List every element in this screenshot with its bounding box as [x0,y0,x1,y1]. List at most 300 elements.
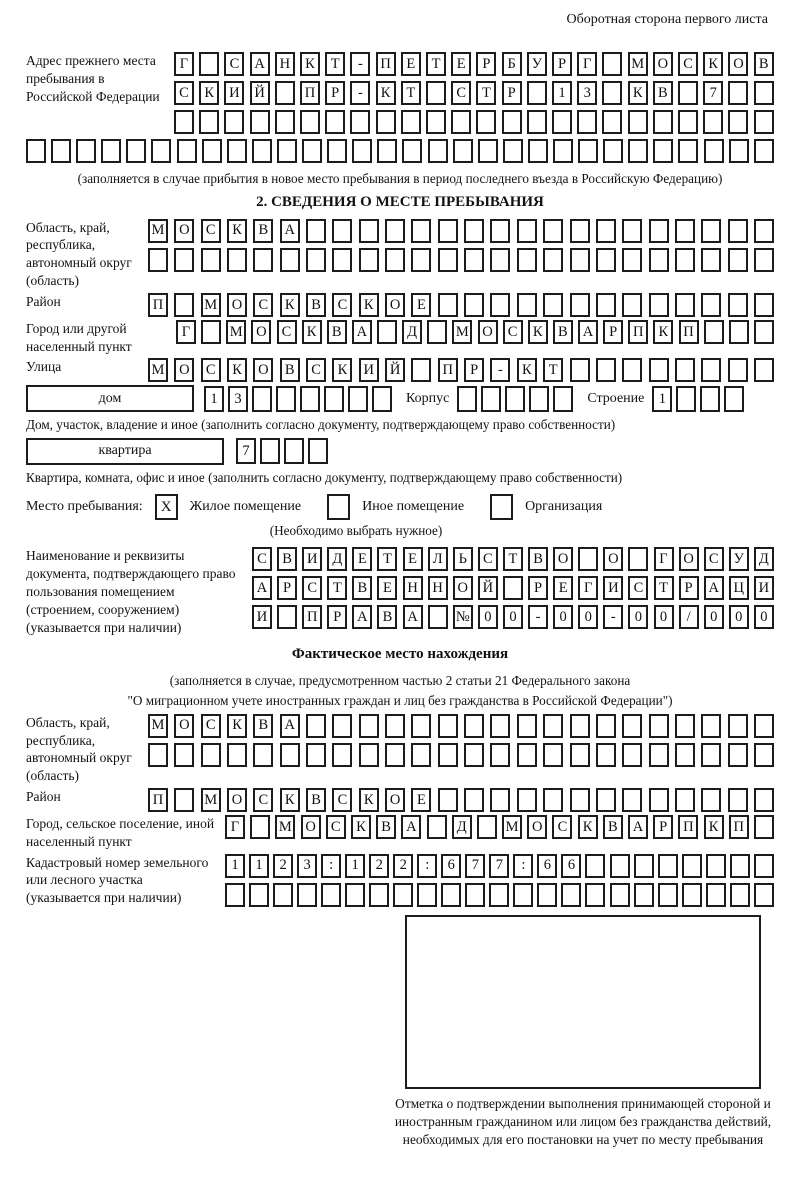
char-box[interactable]: О [453,576,473,600]
char-box[interactable] [332,714,352,738]
char-box[interactable]: Е [451,52,471,76]
char-box[interactable] [252,386,272,412]
char-box[interactable] [227,743,247,767]
char-box[interactable]: В [377,605,397,629]
char-box[interactable] [276,386,296,412]
char-box[interactable] [428,605,448,629]
char-box[interactable]: И [754,576,774,600]
char-box[interactable] [411,714,431,738]
char-box[interactable] [451,110,471,134]
char-box[interactable]: М [275,815,295,839]
char-box[interactable] [321,883,341,907]
char-box[interactable]: С [704,547,724,571]
char-box[interactable] [676,386,696,412]
char-box[interactable] [682,883,702,907]
char-box[interactable] [441,883,461,907]
char-box[interactable]: О [385,293,405,317]
char-box[interactable] [700,386,720,412]
char-box[interactable] [628,547,648,571]
char-box[interactable] [634,883,654,907]
char-box[interactable]: С [306,358,326,382]
char-box[interactable] [26,139,46,163]
char-box[interactable] [704,320,724,344]
char-box[interactable]: К [704,815,724,839]
char-box[interactable] [345,883,365,907]
char-box[interactable] [754,743,774,767]
char-box[interactable]: 0 [628,605,648,629]
char-box[interactable] [649,293,669,317]
char-box[interactable]: М [452,320,472,344]
char-box[interactable] [675,714,695,738]
char-box[interactable]: А [250,52,270,76]
char-box[interactable]: 1 [345,854,365,878]
char-box[interactable]: О [478,320,498,344]
char-box[interactable] [348,386,368,412]
char-box[interactable] [728,358,748,382]
char-box[interactable] [199,52,219,76]
char-box[interactable] [602,81,622,105]
char-box[interactable] [570,743,590,767]
char-box[interactable]: 6 [537,854,557,878]
char-box[interactable]: Т [377,547,397,571]
char-box[interactable]: Р [277,576,297,600]
char-box[interactable] [464,788,484,812]
char-box[interactable] [201,743,221,767]
char-box[interactable] [502,110,522,134]
char-box[interactable]: С [552,815,572,839]
char-box[interactable] [754,815,774,839]
char-box[interactable]: А [252,576,272,600]
char-box[interactable] [148,743,168,767]
char-box[interactable]: Й [478,576,498,600]
char-box[interactable]: О [251,320,271,344]
char-box[interactable]: 7 [465,854,485,878]
char-box[interactable]: В [528,547,548,571]
char-box[interactable]: Т [543,358,563,382]
char-box[interactable] [528,139,548,163]
char-box[interactable] [517,743,537,767]
char-box[interactable]: О [174,714,194,738]
char-box[interactable] [249,883,269,907]
char-box[interactable]: О [174,219,194,243]
char-box[interactable]: П [679,320,699,344]
char-box[interactable] [543,743,563,767]
char-box[interactable] [177,139,197,163]
char-box[interactable] [513,883,533,907]
char-box[interactable] [174,743,194,767]
char-box[interactable] [754,293,774,317]
char-box[interactable] [464,293,484,317]
char-box[interactable] [359,714,379,738]
char-box[interactable]: Б [502,52,522,76]
char-box[interactable] [622,743,642,767]
char-box[interactable] [306,743,326,767]
char-box[interactable]: А [352,320,372,344]
char-box[interactable]: 2 [273,854,293,878]
char-box[interactable]: Т [327,576,347,600]
char-box[interactable] [729,139,749,163]
char-box[interactable]: С [201,219,221,243]
char-box[interactable] [275,81,295,105]
char-box[interactable]: 0 [503,605,523,629]
char-box[interactable] [411,219,431,243]
char-box[interactable] [610,883,630,907]
char-box[interactable]: А [280,714,300,738]
char-box[interactable]: - [350,81,370,105]
char-box[interactable]: О [603,547,623,571]
char-box[interactable] [602,52,622,76]
char-box[interactable]: Г [577,52,597,76]
char-box[interactable]: У [729,547,749,571]
char-box[interactable] [297,883,317,907]
checkbox-other-premises[interactable] [327,494,350,520]
char-box[interactable]: К [302,320,322,344]
char-box[interactable]: Е [377,576,397,600]
char-box[interactable] [622,358,642,382]
char-box[interactable]: Р [502,81,522,105]
char-box[interactable]: К [628,81,648,105]
char-box[interactable]: А [628,815,648,839]
char-box[interactable] [543,219,563,243]
char-box[interactable] [503,576,523,600]
char-box[interactable]: С [332,788,352,812]
char-box[interactable] [476,110,496,134]
char-box[interactable] [701,248,721,272]
char-box[interactable]: К [227,714,247,738]
char-box[interactable]: : [513,854,533,878]
char-box[interactable] [622,219,642,243]
char-box[interactable] [280,248,300,272]
char-box[interactable]: С [503,320,523,344]
char-box[interactable] [411,248,431,272]
char-box[interactable] [359,219,379,243]
char-box[interactable] [649,219,669,243]
char-box[interactable]: О [253,358,273,382]
char-box[interactable]: Р [325,81,345,105]
char-box[interactable] [701,714,721,738]
char-box[interactable] [675,358,695,382]
char-box[interactable] [628,110,648,134]
char-box[interactable] [675,248,695,272]
char-box[interactable]: И [224,81,244,105]
char-box[interactable]: В [306,293,326,317]
char-box[interactable] [678,110,698,134]
char-box[interactable]: В [253,219,273,243]
char-box[interactable] [724,386,744,412]
char-box[interactable]: С [451,81,471,105]
char-box[interactable] [754,854,774,878]
char-box[interactable] [728,293,748,317]
char-box[interactable] [490,293,510,317]
char-box[interactable] [332,743,352,767]
char-box[interactable]: Т [503,547,523,571]
char-box[interactable] [464,248,484,272]
char-box[interactable] [675,788,695,812]
char-box[interactable]: 1 [249,854,269,878]
char-box[interactable] [675,219,695,243]
char-box[interactable] [426,81,446,105]
char-box[interactable] [517,293,537,317]
char-box[interactable] [306,248,326,272]
char-box[interactable] [453,139,473,163]
char-box[interactable] [529,386,549,412]
char-box[interactable] [675,743,695,767]
char-box[interactable]: К [199,81,219,105]
char-box[interactable]: В [603,815,623,839]
char-box[interactable]: В [553,320,573,344]
char-box[interactable] [377,139,397,163]
char-box[interactable] [701,788,721,812]
char-box[interactable] [457,386,477,412]
char-box[interactable] [359,248,379,272]
char-box[interactable]: С [678,52,698,76]
char-box[interactable]: Е [403,547,423,571]
char-box[interactable] [250,110,270,134]
char-box[interactable] [277,139,297,163]
char-box[interactable] [201,248,221,272]
char-box[interactable] [728,714,748,738]
char-box[interactable] [596,743,616,767]
char-box[interactable] [730,854,750,878]
char-box[interactable]: А [401,815,421,839]
char-box[interactable] [401,110,421,134]
char-box[interactable]: 2 [393,854,413,878]
char-box[interactable]: Л [428,547,448,571]
char-box[interactable]: В [352,576,372,600]
char-box[interactable] [253,248,273,272]
house-type-box[interactable]: дом [26,385,194,412]
char-box[interactable] [280,743,300,767]
char-box[interactable] [201,320,221,344]
char-box[interactable] [678,81,698,105]
char-box[interactable]: Й [250,81,270,105]
char-box[interactable]: Д [452,815,472,839]
char-box[interactable] [332,219,352,243]
char-box[interactable]: Т [401,81,421,105]
char-box[interactable]: - [603,605,623,629]
char-box[interactable] [585,854,605,878]
char-box[interactable] [728,110,748,134]
char-box[interactable] [570,788,590,812]
char-box[interactable] [478,139,498,163]
char-box[interactable]: В [653,81,673,105]
char-box[interactable] [464,219,484,243]
char-box[interactable]: И [252,605,272,629]
checkbox-organization[interactable] [490,494,513,520]
char-box[interactable]: Ь [453,547,473,571]
char-box[interactable] [553,386,573,412]
char-box[interactable]: К [351,815,371,839]
char-box[interactable]: - [350,52,370,76]
char-box[interactable]: И [359,358,379,382]
char-box[interactable] [489,883,509,907]
char-box[interactable]: Р [653,815,673,839]
char-box[interactable]: О [527,815,547,839]
char-box[interactable] [704,139,724,163]
char-box[interactable]: М [148,358,168,382]
char-box[interactable] [253,743,273,767]
char-box[interactable] [649,788,669,812]
char-box[interactable]: В [253,714,273,738]
char-box[interactable]: И [603,576,623,600]
char-box[interactable] [417,883,437,907]
char-box[interactable] [327,139,347,163]
char-box[interactable] [385,219,405,243]
char-box[interactable] [227,139,247,163]
char-box[interactable] [701,293,721,317]
char-box[interactable] [730,883,750,907]
char-box[interactable] [649,743,669,767]
char-box[interactable] [754,883,774,907]
char-box[interactable]: 7 [703,81,723,105]
char-box[interactable] [728,788,748,812]
char-box[interactable] [649,358,669,382]
char-box[interactable]: Т [654,576,674,600]
char-box[interactable]: К [280,293,300,317]
char-box[interactable] [537,883,557,907]
char-box[interactable]: Г [176,320,196,344]
char-box[interactable]: О [385,788,405,812]
char-box[interactable]: О [174,358,194,382]
char-box[interactable]: К [227,219,247,243]
char-box[interactable] [126,139,146,163]
char-box[interactable]: С [252,547,272,571]
char-box[interactable]: 0 [704,605,724,629]
char-box[interactable]: Р [552,52,572,76]
char-box[interactable] [543,788,563,812]
char-box[interactable] [250,815,270,839]
char-box[interactable]: Т [325,52,345,76]
char-box[interactable] [649,248,669,272]
char-box[interactable] [517,788,537,812]
char-box[interactable] [634,854,654,878]
char-box[interactable]: С [201,358,221,382]
char-box[interactable] [174,248,194,272]
char-box[interactable]: Р [528,576,548,600]
char-box[interactable]: О [679,547,699,571]
char-box[interactable]: М [226,320,246,344]
char-box[interactable] [325,110,345,134]
char-box[interactable] [490,743,510,767]
char-box[interactable] [602,110,622,134]
char-box[interactable] [284,438,304,464]
char-box[interactable]: М [502,815,522,839]
char-box[interactable]: А [352,605,372,629]
char-box[interactable] [352,139,372,163]
char-box[interactable] [728,81,748,105]
char-box[interactable] [675,293,695,317]
char-box[interactable]: М [201,788,221,812]
char-box[interactable] [570,358,590,382]
char-box[interactable]: О [227,293,247,317]
char-box[interactable]: : [417,854,437,878]
char-box[interactable] [658,854,678,878]
char-box[interactable] [596,358,616,382]
char-box[interactable]: С [174,81,194,105]
char-box[interactable]: Д [402,320,422,344]
char-box[interactable] [610,854,630,878]
char-box[interactable]: 7 [489,854,509,878]
char-box[interactable]: 6 [441,854,461,878]
char-box[interactable] [477,815,497,839]
char-box[interactable] [754,219,774,243]
char-box[interactable]: П [438,358,458,382]
char-box[interactable]: 0 [754,605,774,629]
char-box[interactable] [701,743,721,767]
char-box[interactable] [332,248,352,272]
char-box[interactable]: Т [476,81,496,105]
char-box[interactable] [385,714,405,738]
char-box[interactable] [543,248,563,272]
char-box[interactable] [596,219,616,243]
char-box[interactable] [603,139,623,163]
char-box[interactable] [372,386,392,412]
char-box[interactable] [427,320,447,344]
char-box[interactable] [728,248,748,272]
char-box[interactable] [622,248,642,272]
char-box[interactable] [101,139,121,163]
char-box[interactable] [306,714,326,738]
char-box[interactable] [385,248,405,272]
char-box[interactable]: Й [385,358,405,382]
char-box[interactable] [505,386,525,412]
char-box[interactable]: 3 [577,81,597,105]
char-box[interactable]: С [277,320,297,344]
char-box[interactable] [503,139,523,163]
char-box[interactable] [438,248,458,272]
char-box[interactable] [199,110,219,134]
char-box[interactable]: М [148,219,168,243]
char-box[interactable]: Д [754,547,774,571]
char-box[interactable] [275,110,295,134]
char-box[interactable] [622,788,642,812]
char-box[interactable]: Р [464,358,484,382]
char-box[interactable]: П [148,788,168,812]
char-box[interactable]: 0 [654,605,674,629]
char-box[interactable] [517,714,537,738]
char-box[interactable]: С [302,576,322,600]
char-box[interactable]: / [679,605,699,629]
char-box[interactable] [653,110,673,134]
char-box[interactable] [51,139,71,163]
char-box[interactable]: Р [679,576,699,600]
char-box[interactable] [653,139,673,163]
char-box[interactable]: 2 [369,854,389,878]
char-box[interactable]: Н [275,52,295,76]
char-box[interactable] [428,139,448,163]
char-box[interactable] [359,743,379,767]
char-box[interactable] [174,293,194,317]
char-box[interactable]: К [300,52,320,76]
char-box[interactable] [464,743,484,767]
char-box[interactable]: С [332,293,352,317]
char-box[interactable]: Г [225,815,245,839]
apartment-type-box[interactable]: квартира [26,438,224,465]
char-box[interactable] [577,110,597,134]
char-box[interactable] [438,293,458,317]
char-box[interactable] [465,883,485,907]
char-box[interactable]: О [728,52,748,76]
char-box[interactable] [706,883,726,907]
char-box[interactable]: К [653,320,673,344]
char-box[interactable]: К [376,81,396,105]
char-box[interactable]: А [704,576,724,600]
char-box[interactable] [596,293,616,317]
char-box[interactable] [481,386,501,412]
char-box[interactable] [393,883,413,907]
char-box[interactable] [585,883,605,907]
char-box[interactable] [578,139,598,163]
